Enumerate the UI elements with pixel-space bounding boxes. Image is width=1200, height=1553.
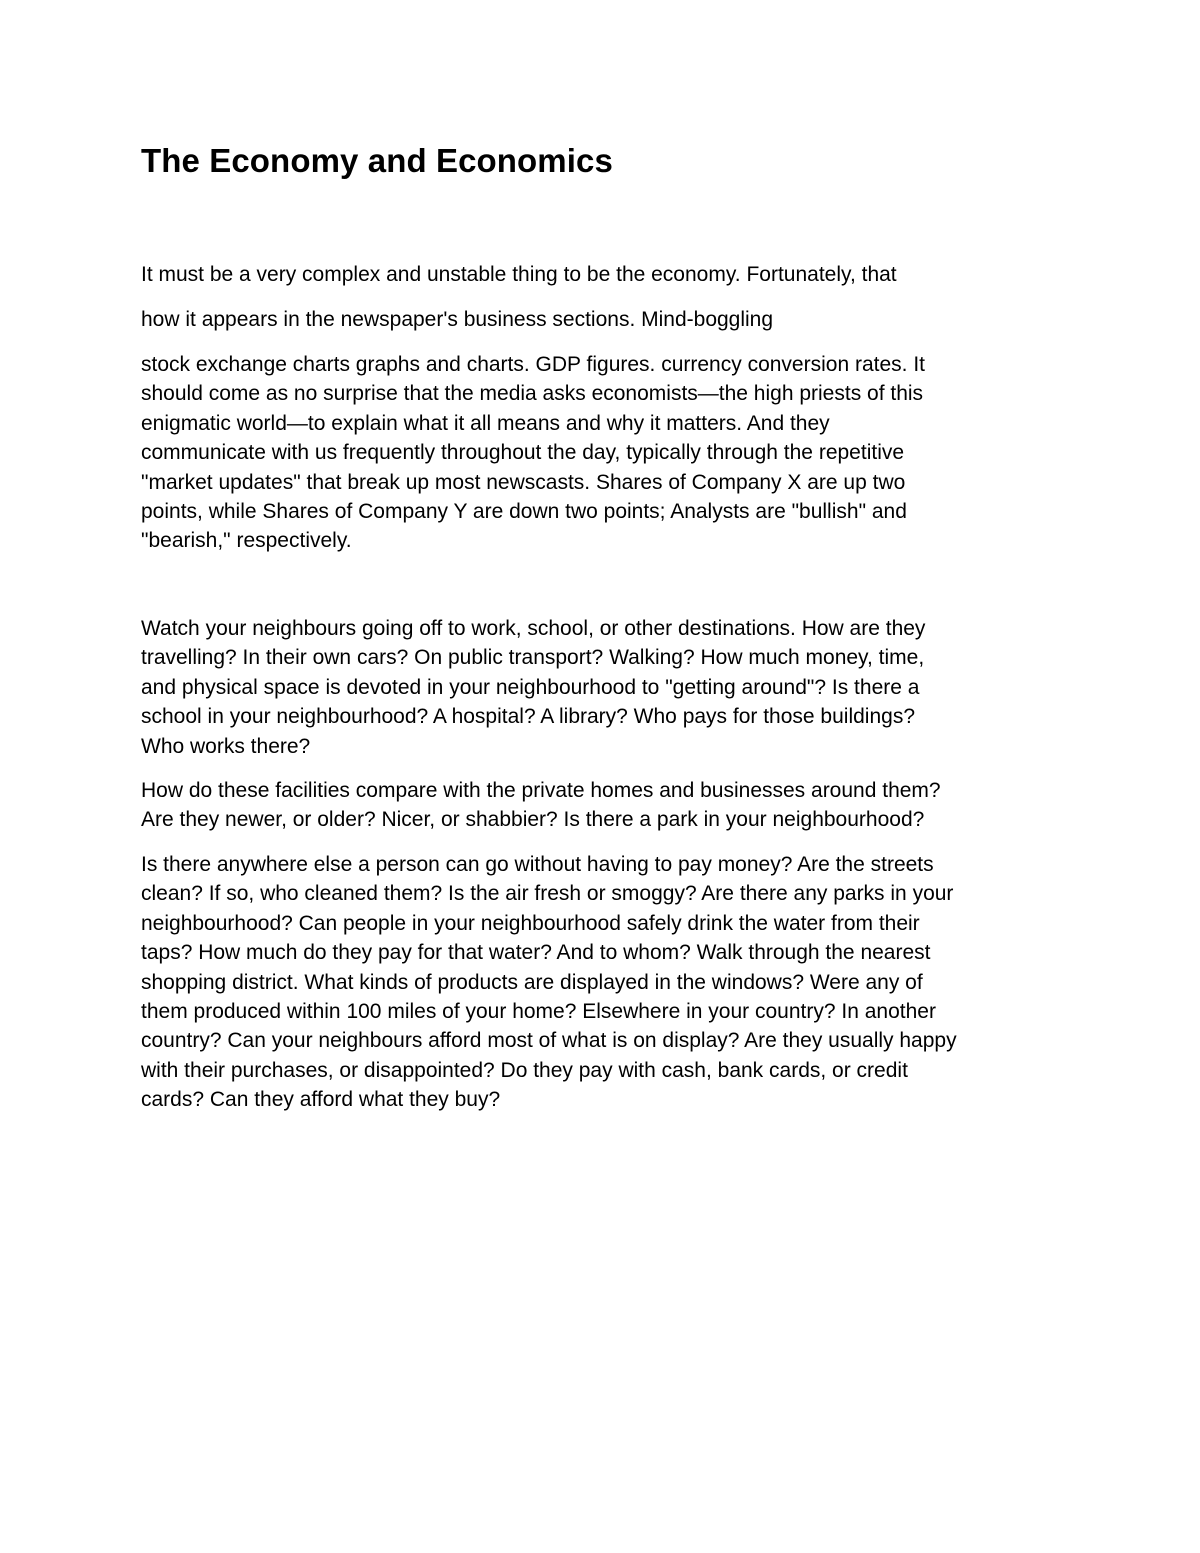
paragraph-line: shopping district. What kinds of products are displayed in the windows? Were any of bbox=[141, 970, 923, 994]
paragraph-line: clean? If so, who cleaned them? Is the air fresh or smoggy? Are there any parks in your bbox=[141, 882, 954, 906]
paragraph-line: How do these facilities compare with the private homes and businesses around them? bbox=[141, 779, 941, 802]
paragraph-line: travelling? In their own cars? On public transport? Walking? How much money, time, bbox=[141, 646, 925, 670]
paragraph-intro-2 bbox=[141, 305, 1071, 334]
paragraph-line: cards? Can they afford what they buy? bbox=[141, 1088, 501, 1112]
paragraph-line: "bearish," respectively. bbox=[141, 529, 352, 553]
paragraph-line: them produced within 100 miles of your home? Elsewhere in your country? In another bbox=[141, 1000, 936, 1024]
paragraph-line: with their purchases, or disappointed? Do they pay with cash, bank cards, or credit bbox=[141, 1058, 908, 1082]
paragraph-line: and physical space is devoted in your neighbourhood to "getting around"? Is there a bbox=[141, 675, 920, 699]
paragraph-line: how it appears in the newspaper's business sections. Mind-boggling bbox=[141, 308, 774, 331]
paragraph-line: neighbourhood? Can people in your neighbourhood safely drink the water from their bbox=[141, 911, 920, 935]
paragraph-line: Is there anywhere else a person can go without having to pay money? Are the streets bbox=[141, 853, 934, 876]
paragraph-line: Watch your neighbours going off to work, school, or other destinations. How are they bbox=[141, 617, 926, 640]
paragraph-line: should come as no surprise that the media asks economists—the high priests of this bbox=[141, 382, 924, 406]
paragraph-line: enigmatic world—to explain what it all means and why it matters. And they bbox=[141, 411, 830, 435]
paragraph-line: It must be a very complex and unstable thing to be the economy. Fortunately, that bbox=[141, 263, 897, 286]
paragraph-line: stock exchange charts graphs and charts. GDP figures. currency conversion rates. It bbox=[141, 353, 925, 376]
paragraph-line: communicate with us frequently throughout the day, typically through the repetitive bbox=[141, 441, 905, 465]
document-title: The Economy and Economics bbox=[141, 142, 613, 179]
paragraph-line: country? Can your neighbours afford most of what is on display? Are they usually happy bbox=[141, 1029, 957, 1053]
paragraph-line: Who works there? bbox=[141, 734, 311, 758]
paragraph-facilities bbox=[141, 776, 1071, 835]
paragraph-shopping bbox=[141, 850, 1071, 1115]
paragraph-intro-1 bbox=[141, 260, 1071, 289]
paragraph-line: taps? How much do they pay for that water? And to whom? Walk through the nearest bbox=[141, 941, 931, 965]
paragraph-market-updates bbox=[141, 350, 1071, 556]
paragraph-line: "market updates" that break up most newscasts. Shares of Company X are up two bbox=[141, 470, 906, 494]
paragraph-line: school in your neighbourhood? A hospital? A library? Who pays for those buildings? bbox=[141, 705, 916, 729]
paragraph-neighbours bbox=[141, 614, 1071, 761]
paragraph-line: points, while Shares of Company Y are down two points; Analysts are "bullish" and bbox=[141, 500, 907, 524]
paragraph-line: Are they newer, or older? Nicer, or shabbier? Is there a park in your neighbourhood? bbox=[141, 808, 925, 832]
